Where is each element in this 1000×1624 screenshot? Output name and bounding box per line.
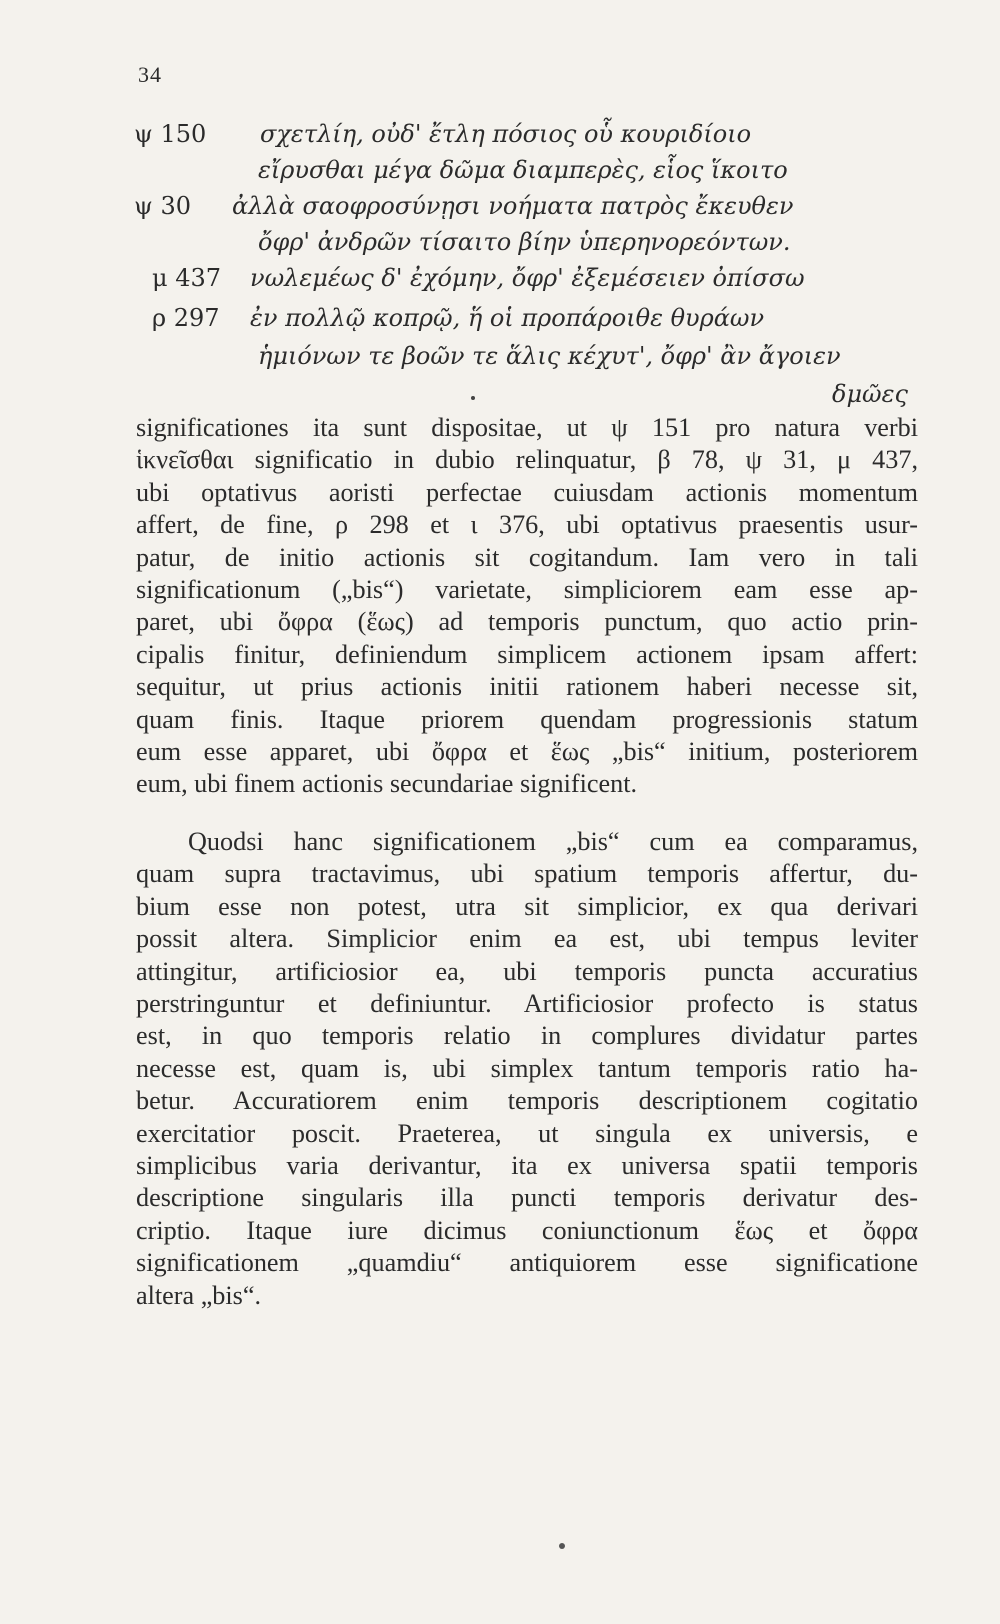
verse-reference: ρ 297 (152, 304, 220, 332)
verse-line: ἡμιόνων τε βοῶν τε ἅλις κέχυτ', ὄφρ' ἂν ἄγοιεν (258, 342, 841, 370)
text-line: quam supra tractavimus, ubi spatium temporis affertur, du- (136, 859, 918, 889)
verse-marker-dot (471, 396, 475, 400)
text-line: significationum („bis“) varietate, simpliciorem eam esse ap- (136, 575, 918, 605)
verse-line: εἴρυσθαι μέγα δῶμα διαμπερὲς, εἷος ἵκοιτο (258, 156, 788, 184)
text-line: Quodsi hanc significationem „bis“ cum ea comparamus, (188, 827, 918, 856)
text-line: necesse est, quam is, ubi simplex tantum temporis ratio ha- (136, 1053, 918, 1083)
text-line: criptio. Itaque iure dicimus coniunctionum ἕως et ὄφρα (136, 1215, 918, 1245)
text-line: significationes ita sunt dispositae, ut ψ 151 pro natura verbi (136, 413, 918, 442)
text-line: possit altera. Simplicior enim ea est, ubi tempus leviter (136, 924, 918, 954)
paragraph-1 (136, 412, 918, 801)
text-line: attingitur, artificiosior ea, ubi temporis puncta accuratius (136, 956, 918, 986)
text-line: eum, ubi finem actionis secundariae significent. (136, 769, 638, 799)
verse-line: νωλεμέως δ' ἐχόμην, ὄφρ' ἐξεμέσειεν ὀπίσσω (250, 264, 805, 292)
text-line: exercitatior poscit. Praeterea, ut singula ex universis, e (136, 1118, 918, 1148)
text-line: paret, ubi ὄφρα (ἕως) ad temporis punctum, quo actio prin- (136, 607, 918, 637)
verse-line: ἀλλὰ σαοφροσύνῃσι νοήματα πατρὸς ἔκευθεν (232, 192, 794, 220)
verse-reference: μ 437 (152, 264, 222, 292)
text-line: simplicibus varia derivantur, ita ex universa spatii temporis (136, 1151, 918, 1181)
text-line: betur. Accuratiorem enim temporis descriptionem cogitatio (136, 1086, 918, 1116)
text-line: eum esse apparet, ubi ὄφρα et ἕως „bis“ initium, posteriorem (136, 737, 918, 767)
verse-line: ὄφρ' ἀνδρῶν τίσαιτο βίην ὑπερηνορεόντων. (258, 228, 791, 256)
verse-line: ἐν πολλῷ κοπρῷ, ἥ οἱ προπάροιθε θυράων (250, 304, 765, 332)
text-line: sequitur, ut prius actionis initii rationem haberi necesse sit, (136, 672, 918, 702)
text-line: altera „bis“. (136, 1280, 262, 1310)
text-line: cipalis finitur, definiendum simplicem actionem ipsam affert: (136, 639, 918, 669)
text-line: ubi optativus aoristi perfectae cuiusdam actionis momentum (136, 477, 918, 507)
text-line: quam finis. Itaque priorem quendam progressionis statum (136, 704, 918, 734)
text-line: bium esse non potest, utra sit simplicior, ex qua derivari (136, 891, 918, 921)
page-number: 34 (138, 62, 162, 87)
text-line: patur, de initio actionis sit cogitandum. Iam vero in tali (136, 542, 918, 572)
verse-line: σχετλίη, οὐδ' ἔτλη πόσιος οὗ κουριδίοιο (260, 120, 752, 148)
text-line: est, in quo temporis relatio in complures dividatur partes (136, 1021, 918, 1051)
text-line: affert, de fine, ρ 298 et ι 376, ubi optativus praesentis usur- (136, 510, 918, 540)
page-dot (559, 1543, 565, 1549)
verse-line: δμῶες (832, 380, 908, 408)
text-line: perstringuntur et definiuntur. Artificiosior profecto is status (136, 989, 918, 1019)
text-line: significationem „quamdiu“ antiquiorem esse significatione (136, 1248, 918, 1278)
text-line: ἱκνεῖσθαι significatio in dubio relinquatur, β 78, ψ 31, μ 437, (136, 445, 918, 475)
text-line: descriptione singularis illa puncti temporis derivatur des- (136, 1183, 918, 1213)
verse-reference: ψ 30 (134, 192, 191, 220)
paragraph-2 (136, 826, 918, 1312)
verse-reference: ψ 150 (134, 120, 207, 148)
